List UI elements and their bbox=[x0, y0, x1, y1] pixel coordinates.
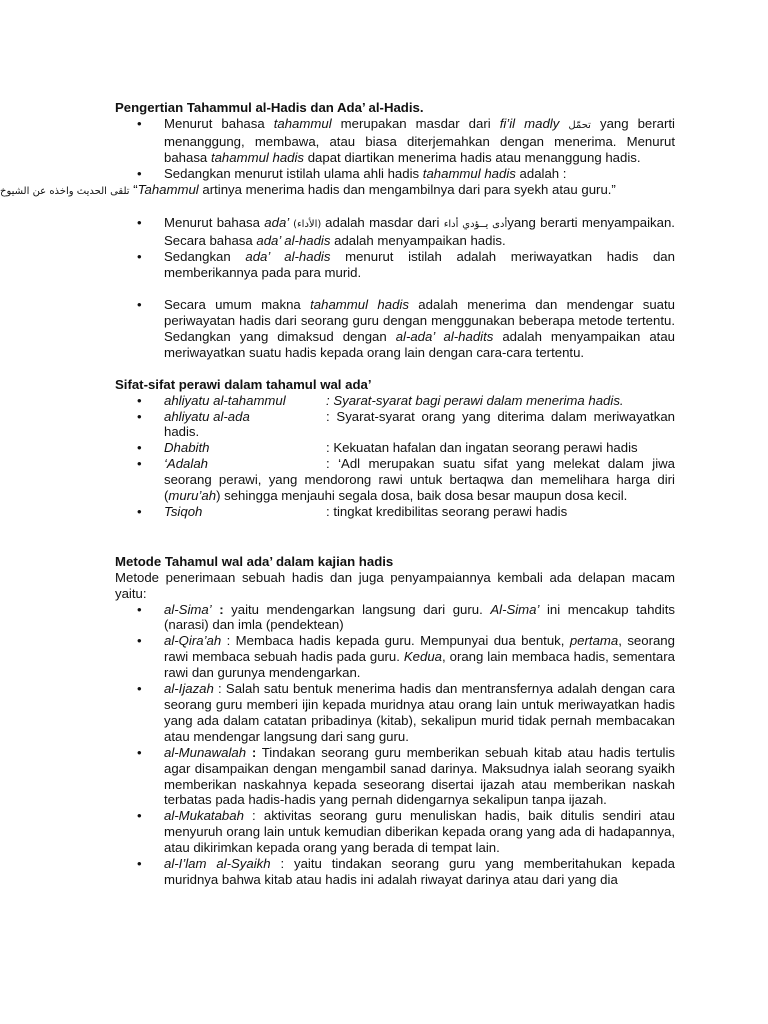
bullet-icon: • bbox=[137, 456, 142, 472]
section-title-definition: Pengertian Tahammul al-Hadis dan Ada’ al-Hadis. bbox=[115, 100, 424, 115]
arabic-definition-quote: تلقى الحديث واخذه عن الشيوخ “Tahammul artinya menerima hadis dan mengambilnya dari para syekh atau guru.” bbox=[0, 181, 616, 197]
section-title-methods: Metode Tahamul wal ada’ dalam kajian hadis bbox=[115, 553, 394, 569]
list-item: • al-Munawalah : Tindakan seorang guru memberikan sebuah kitab atau hadis tertulis agar disampaikan dengan mengambil sanad darinya. Maksudnya ialah seorang syaikh memberikan naskahnya kepada seseorang disertai ijazah atau memberikan naskah terbatas pada hadis-hadis yang pernah didengarnya sekalipun tanpa ijazah. bbox=[137, 744, 676, 808]
list-item: • al-Sima’ : yaitu mendengarkan langsung dari guru. Al-Sima’ ini mencakup tahdits (narasi) dan imla (pendektean) bbox=[137, 601, 675, 633]
definition-row: • Tsiqoh : tingkat kredibilitas seorang perawi hadis bbox=[137, 503, 568, 519]
bullet-icon: • bbox=[137, 215, 142, 231]
section-title-narrator-traits: Sifat-sifat perawi dalam tahamul wal ada’ bbox=[115, 376, 372, 392]
bullet-icon: • bbox=[137, 115, 142, 131]
bullet-icon: • bbox=[137, 249, 142, 265]
methods-intro: Metode penerimaan sebuah hadis dan juga penyampaiannya kembali ada delapan macam yaitu: bbox=[115, 569, 675, 601]
document-page bbox=[0, 100, 676, 888]
definition-row: • ahliyatu al-ada : Syarat-syarat orang yang diterima dalam meriwayatkan hadis. bbox=[137, 408, 675, 440]
list-item: • Sedangkan menurut istilah ulama ahli hadis tahammul hadis adalah : bbox=[137, 165, 567, 181]
list-item: • Sedangkan ada’ al-hadis menurut istilah adalah meriwayatkan hadis dan memberikannya pada para murid. bbox=[137, 249, 675, 281]
list-item: • al-I’lam al-Syaikh : yaitu tindakan seorang guru yang memberitahukan kepada muridnya bahwa kitab atau hadis ini adalah riwayat darinya atau dari yang dia bbox=[137, 856, 676, 887]
bullet-icon: • bbox=[137, 856, 142, 872]
bullet-icon: • bbox=[137, 408, 142, 424]
bullet-icon: • bbox=[137, 633, 142, 649]
bullet-icon: • bbox=[137, 503, 142, 519]
list-item: • Secara umum makna tahammul hadis adalah menerima dan mendengar suatu periwayatan hadis dari seorang guru dengan menggunakan beberapa metode tertentu. Sedangkan yang dimaksud dengan al-ada’ al-hadits adalah menyampaikan atau meriwayatkan suatu hadis kepada orang lain dengan cara-cara tertentu. bbox=[137, 297, 676, 360]
bullet-icon: • bbox=[137, 601, 142, 617]
bullet-icon: • bbox=[137, 392, 142, 408]
list-item: • al-Ijazah : Salah satu bentuk menerima hadis dan mentransfernya adalah dengan cara seorang guru memberi ijin kepada muridnya atau orang lain untuk meriwayatkan hadis yang ada dalam catatan pribadinya (kitab), sekalipun murid tidak pernah membacakan atau mendengar langsung dari sang guru. bbox=[137, 681, 675, 744]
definition-row: • ahliyatu al-tahammul : Syarat-syarat bagi perawi dalam menerima hadis. bbox=[137, 392, 624, 408]
definition-row: • Dhabith : Kekuatan hafalan dan ingatan seorang perawi hadis bbox=[137, 440, 638, 456]
bullet-icon: • bbox=[137, 744, 142, 760]
bullet-icon: • bbox=[137, 297, 142, 313]
bullet-icon: • bbox=[137, 808, 142, 824]
list-item: • Menurut bahasa ada’ (الأداء) adalah masdar dari أدى يــؤدي أداءyang berarti menyampaikan. Secara bahasa ada’ al-hadis adalah menyampaikan hadis. bbox=[137, 215, 675, 249]
bullet-icon: • bbox=[137, 681, 142, 697]
list-item: • al-Qira’ah : Membaca hadis kepada guru. Mempunyai dua bentuk, pertama, seorang rawi membaca sebuah hadis pada guru. Kedua, orang lain membaca hadis, sementara rawi dan gurunya mendengarkan. bbox=[137, 633, 675, 681]
list-item: • Menurut bahasa tahammul merupakan masdar dari fi’il madly تحمّل yang berarti menanggung, membawa, atau biasa diterjemahkan dengan menerima. Menurut bahasa tahammul hadis dapat diartikan menerima hadis atau menanggung hadis. bbox=[137, 115, 675, 165]
bullet-icon: • bbox=[137, 165, 142, 181]
bullet-icon: • bbox=[137, 440, 142, 456]
definition-row: • ‘Adalah : ‘Adl merupakan suatu sifat yang melekat dalam jiwa seorang perawi, yang mendorong rawi untuk bertaqwa dan memelihara harga diri (muru’ah) sehingga menjauhi segala dosa, baik dosa besar maupun dosa kecil. bbox=[137, 456, 675, 504]
list-item: • al-Mukatabah : aktivitas seorang guru menuliskan hadis, baik ditulis sendiri atau menyuruh orang lain untuk kemudian diberikan kepada orang yang ada di hadapannya, atau dikirimkan kepada orang yang berada di tempat lain. bbox=[137, 808, 675, 856]
